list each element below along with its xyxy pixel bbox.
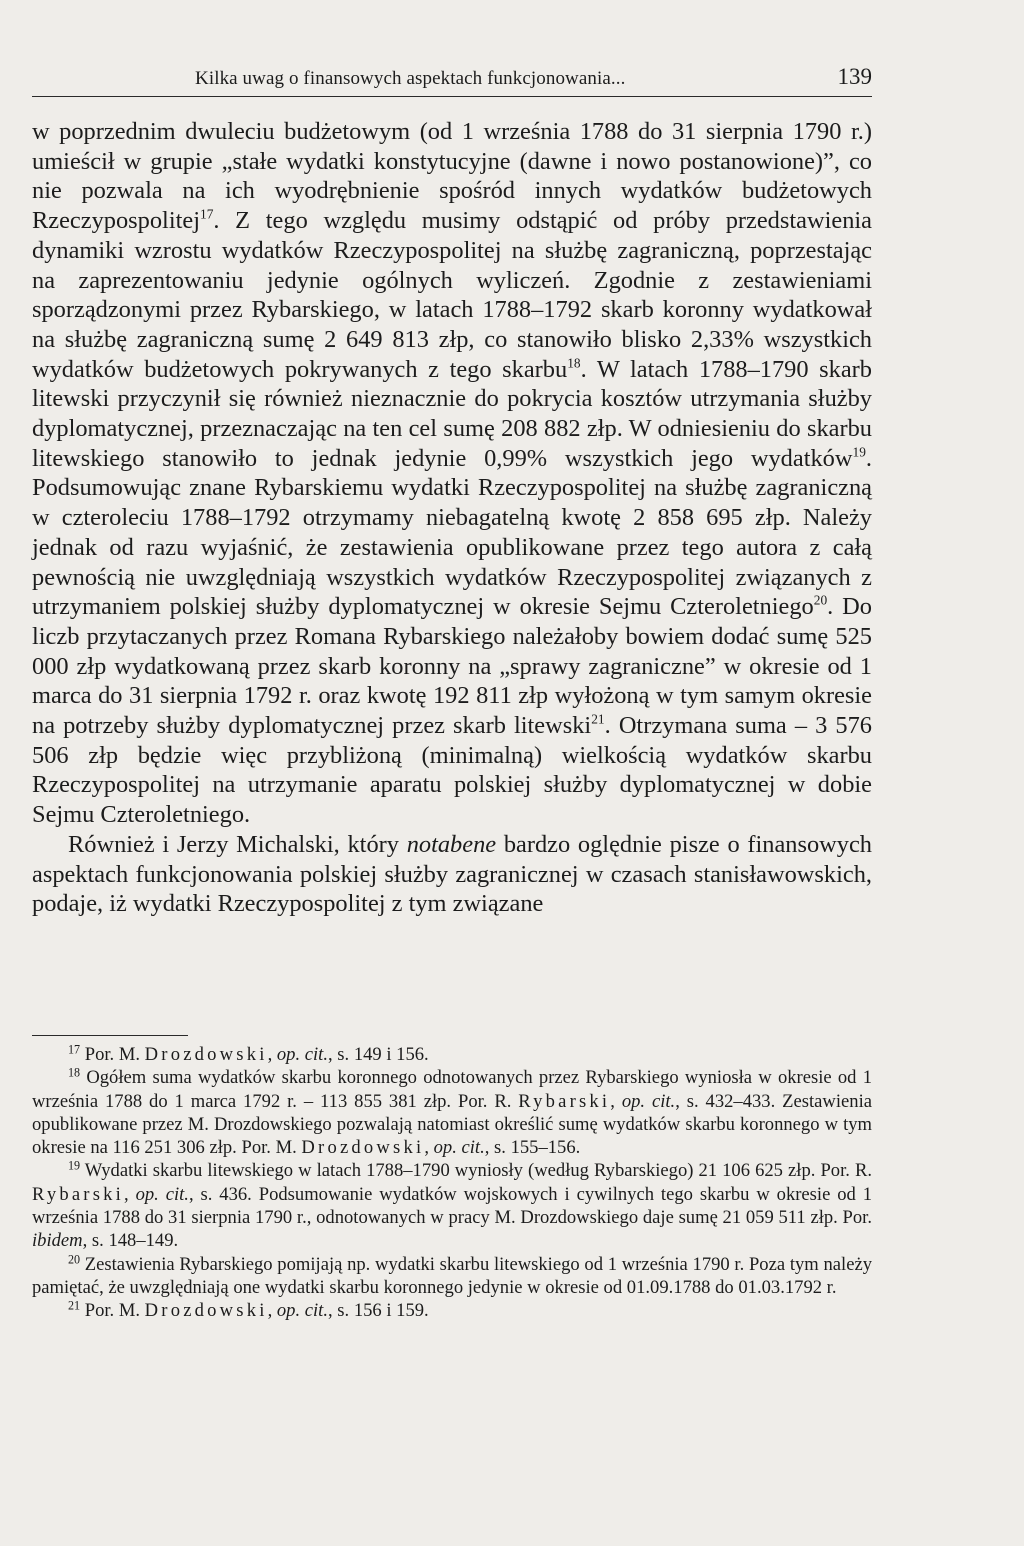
text-run: bardzo oględnie pisze o finansowych aspektach funkcjonowania polskiej służby zagranicznej w czasach stanisławowskich, podaje, iż wydatki Rzeczypospolitej z tym związane: [32, 830, 872, 918]
text-run: . Podsumowując znane Rybarskiemu wydatki Rzeczypospolitej na służbę zagraniczną w czteroleciu 1788–1792 otrzymamy niebagatelną kwotę 2 858 695 złp. Należy jednak od razu wyjaśnić, że zestawienia opublikowane przez tego autora z całą pewnością nie uwzględniają wszystkich wydatków Rzeczypospolitej związanych z utrzymaniem polskiej służby dyplomatycznej w okresie Sejmu Czteroletniego: [32, 444, 872, 621]
text-run: , s. 149 i 156.: [327, 1044, 429, 1065]
text-run: ,: [424, 1137, 434, 1159]
text-run: Również i Jerzy Michalski, który: [68, 830, 407, 858]
footnote-ref: 21: [591, 711, 605, 727]
italic-term: notabene: [406, 830, 497, 858]
author-name: Rybarski: [32, 1183, 124, 1205]
footnote-ref: 18: [567, 355, 581, 371]
book-page: [32, 0, 872, 1546]
author-name: Drozdowski: [301, 1137, 425, 1159]
footnote-number: 21: [68, 1298, 81, 1313]
text-run: . Otrzymana suma – 3 576 506 złp będzie więc przybliżoną (minimalną) wielkością wydatków skarbu Rzeczypospolitej na utrzymanie aparatu polskiej służby dyplomatycznej w dobie Sejmu Czteroletniego.: [32, 712, 872, 829]
paragraph: [32, 117, 872, 830]
footnotes: [32, 1043, 872, 1323]
italic-term: op. cit.: [621, 1090, 676, 1112]
italic-term: op. cit.: [276, 1300, 328, 1322]
footnote-21: [32, 1299, 872, 1322]
text-run: ,: [267, 1044, 277, 1065]
footnote-ref: 19: [852, 444, 866, 460]
text-run: , s. 156 i 159.: [327, 1300, 429, 1322]
footnote-20: [32, 1253, 872, 1300]
text-run: w poprzednim dwuleciu budżetowym (od 1 września 1788 do 31 sierpnia 1790 r.) umieścił w grupie „stałe wydatki konstytucyjne (dawne i nowo postanowione)”, co nie pozwala na ich wyodrębnienie spośród innych wydatków budżetowych Rzeczypospolitej: [32, 118, 872, 235]
running-title: Kilka uwag o finansowych aspektach funkcjonowania...: [195, 68, 626, 89]
text-run: Por. M.: [80, 1044, 145, 1065]
text-run: Wydatki skarbu litewskiego w latach 1788–1790 wyniosły (według Rybarskiego) 21 106 625 złp. Por. R.: [80, 1160, 872, 1182]
text-run: , s. 148–149.: [82, 1230, 179, 1252]
running-header: [32, 62, 872, 97]
main-text: [32, 117, 872, 919]
author-name: Drozdowski: [144, 1044, 268, 1065]
text-run: ,: [610, 1090, 622, 1112]
footnote-ref: 17: [199, 206, 214, 222]
footnote-19: [32, 1159, 872, 1252]
italic-term: op. cit.: [433, 1137, 485, 1159]
text-run: , s. 432–433. Zestawienia opublikowane przez M. Drozdowskiego pozwalają natomiast określić sumę wydatków skarbu koronnego w tym okresie na 116 251 306 złp. Por. M.: [32, 1090, 872, 1159]
text-run: ,: [124, 1183, 136, 1205]
page-number: 139: [837, 64, 872, 89]
text-run: . Z tego względu musimy odstąpić od próby przedstawienia dynamiki wzrostu wydatków Rzeczypospolitej na służbę zagraniczną, poprzestając na zaprezentowaniu jedynie ogólnych wyliczeń. Zgodnie z zestawieniami sporządzonymi przez Rybarskiego, w latach 1788–1792 skarb koronny wydatkował na służbę zagraniczną sumę 2 649 813 złp, co stanowiło blisko 2,33% wszystkich wydatków budżetowych pokrywanych z tego skarbu: [32, 207, 872, 383]
text-run: Por. M.: [80, 1300, 145, 1322]
text-run: . Do liczb przytaczanych przez Romana Rybarskiego należałoby bowiem dodać sumę 525 000 złp wydatkowaną przez skarb koronny na „sprawy zagraniczne” w okresie od 1 marca do 31 sierpnia 1792 r. oraz kwotę 192 811 złp wyłożoną w tym samym okresie na potrzeby służby dyplomatycznej przez skarb litewski: [32, 593, 872, 740]
footnote-number: 20: [68, 1252, 81, 1267]
author-name: Rybarski: [518, 1090, 611, 1112]
footnote-number: 18: [68, 1065, 81, 1080]
footnote-number: 17: [68, 1042, 81, 1057]
footnote-17: [32, 1043, 872, 1066]
text-run: ,: [267, 1300, 277, 1322]
italic-term: op. cit.: [135, 1183, 189, 1205]
text-run: . W latach 1788–1790 skarb litewski przyczynił się również nieznacznie do pokrycia kosztów utrzymania służby dyplomatycznej, przeznaczając na ten cel sumę 208 882 złp. W odniesieniu do skarbu litewskiego stanowiło to jednak jedynie 0,99% wszystkich jego wydatków: [32, 355, 872, 472]
text-run: , s. 155–156.: [484, 1137, 581, 1159]
text-run: Zestawienia Rybarskiego pomijają np. wydatki skarbu litewskiego od 1 września 1790 r. Poza tym należy pamiętać, że uwzględniają one wydatki skarbu koronnego jedynie w okresie od 01.09.1788 do 01.03.1792 r.: [32, 1253, 872, 1298]
footnote-ref: 20: [813, 592, 828, 608]
text-run: , s. 436. Podsumowanie wydatków wojskowych i cywilnych tego skarbu w okresie od 1 września 1788 do 31 sierpnia 1790 r., odnotowanych w pracy M. Drozdowskiego daje sumę 21 059 511 złp. Por.: [32, 1183, 873, 1229]
footnote-separator: [32, 1035, 188, 1036]
author-name: Drozdowski: [144, 1300, 268, 1322]
text-run: Ogółem suma wydatków skarbu koronnego odnotowanych przez Rybarskiego wyniosła w okresie od 1 września 1788 do 1 marca 1792 r. – 113 855 381 złp. Por. R.: [32, 1067, 872, 1112]
paragraph: [32, 830, 872, 919]
italic-term: op. cit.: [276, 1044, 328, 1065]
footnote-18: [32, 1066, 872, 1159]
footnote-number: 19: [68, 1158, 81, 1173]
italic-term: ibidem: [32, 1230, 83, 1252]
